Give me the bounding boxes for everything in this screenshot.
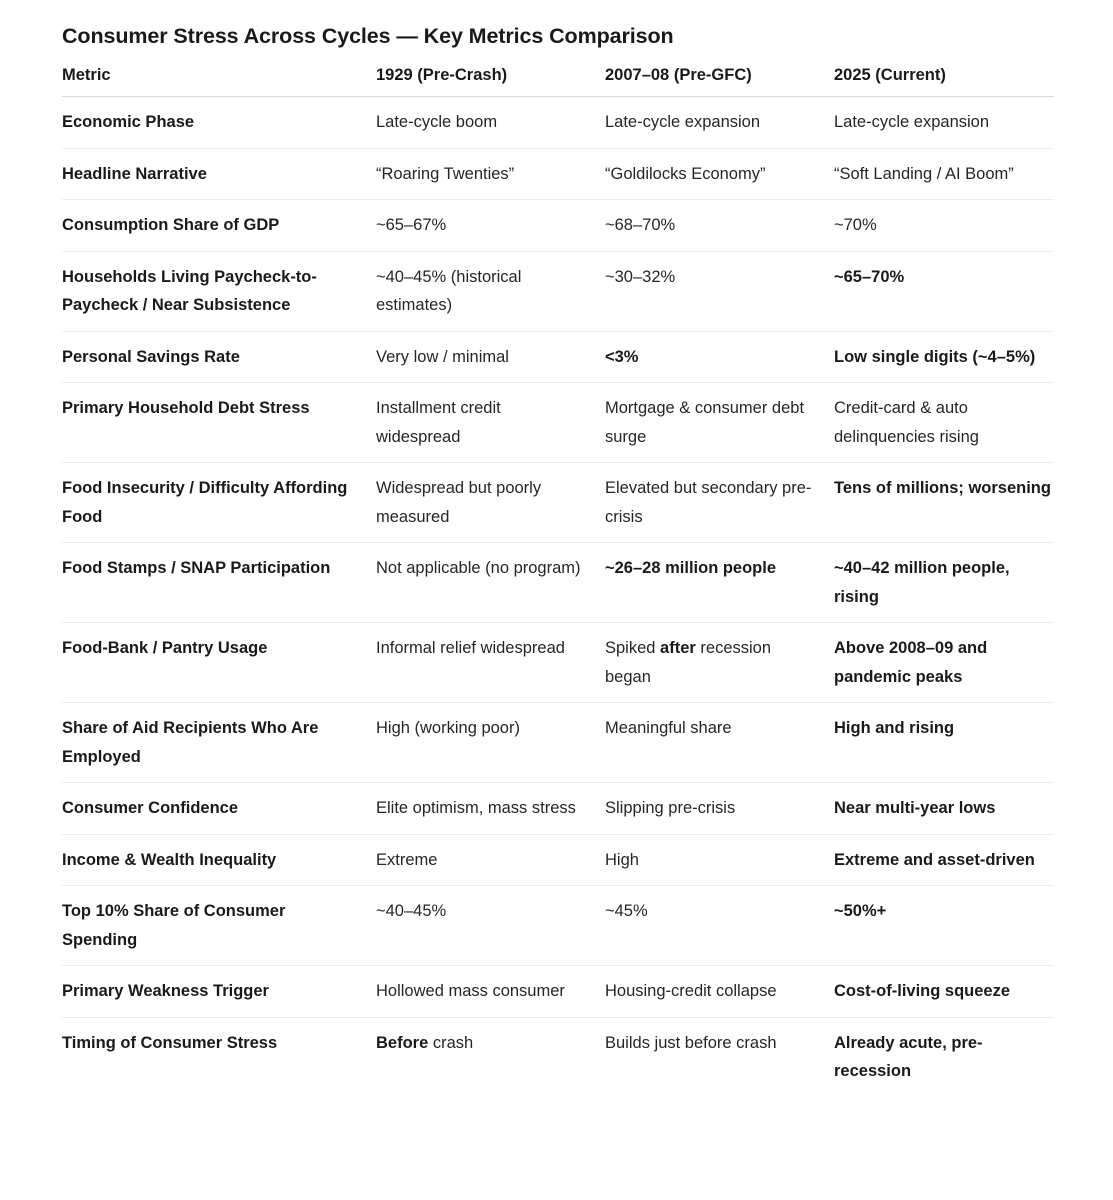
- cell-text-pre: Meaningful share: [605, 719, 732, 737]
- cell-2007-08: [605, 543, 834, 623]
- cell-text-post: crash: [428, 1033, 474, 1052]
- cell-metric: Income & Wealth Inequality: [62, 834, 376, 886]
- cell-2007-08: [605, 783, 834, 835]
- header-metric: Metric: [62, 62, 376, 97]
- cell-text-bold: Tens of millions; worsening: [834, 479, 1051, 497]
- cell-2025: [834, 543, 1054, 623]
- cell-text-pre: ~68–70%: [605, 216, 676, 234]
- cell-1929: [376, 200, 605, 252]
- cell-2025: [834, 148, 1054, 200]
- header-2007-08: 2007–08 (Pre-GFC): [605, 62, 834, 97]
- cell-text-pre: Housing-credit collapse: [605, 982, 777, 1000]
- cell-text-pre: Widespread but poorly measured: [376, 479, 542, 526]
- cell-text-pre: ~65–67%: [376, 216, 447, 234]
- cell-text-bold: Cost-of-living squeeze: [834, 982, 1011, 1000]
- cell-text-bold: High and rising: [834, 719, 955, 737]
- cell-text-pre: Late-cycle expansion: [605, 113, 761, 131]
- cell-2007-08: [605, 1017, 834, 1097]
- cell-2025: [834, 200, 1054, 252]
- cell-text-pre: Installment credit widespread: [376, 399, 501, 446]
- cell-metric: Consumer Confidence: [62, 783, 376, 835]
- cell-metric: Timing of Consumer Stress: [62, 1033, 278, 1052]
- cell-text-pre: Builds just before crash: [605, 1033, 777, 1052]
- cell-text-pre: “Roaring Twenties”: [376, 164, 515, 183]
- header-2025: 2025 (Current): [834, 62, 1054, 97]
- cell-1929: [376, 543, 605, 623]
- cell-text-pre: ~45%: [605, 902, 648, 920]
- comparison-table: [62, 62, 1054, 1097]
- table-row: [62, 703, 1054, 783]
- cell-text-pre: Late-cycle boom: [376, 113, 498, 131]
- page-title: Consumer Stress Across Cycles — Key Metrics Comparison: [62, 24, 674, 48]
- cell-text-pre: Slipping pre-crisis: [605, 799, 736, 817]
- cell-text-bold: ~50%+: [834, 902, 887, 920]
- cell-1929: [376, 383, 605, 463]
- table-row: [62, 251, 1054, 331]
- cell-1929: [376, 463, 605, 543]
- cell-text-pre: Very low / minimal: [376, 347, 509, 366]
- table-row: [62, 1017, 1054, 1097]
- cell-2025: [834, 966, 1054, 1018]
- cell-metric: Primary Weakness Trigger: [62, 966, 376, 1018]
- table-row: [62, 543, 1054, 623]
- cell-metric: Share of Aid Recipients Who Are Employed: [62, 703, 376, 783]
- cell-text-bold: ~40–42 million people, rising: [834, 559, 1010, 606]
- cell-metric: Primary Household Debt Stress: [62, 383, 376, 463]
- cell-text-pre: Elite optimism, mass stress: [376, 799, 576, 817]
- cell-metric: Top 10% Share of Consumer Spending: [62, 886, 376, 966]
- table-row: [62, 331, 1054, 383]
- table-row: [62, 886, 1054, 966]
- cell-text-pre: ~30–32%: [605, 267, 676, 286]
- cell-text-pre: Informal relief widespread: [376, 639, 565, 657]
- cell-text-pre: ~70%: [834, 216, 877, 234]
- cell-text-bold: Above 2008–09 and pandemic peaks: [834, 639, 988, 686]
- cell-metric: Food Insecurity / Difficulty Affording Food: [62, 463, 376, 543]
- cell-1929: [376, 886, 605, 966]
- cell-1929: [376, 834, 605, 886]
- cell-text-pre: High (working poor): [376, 719, 520, 737]
- cell-2025: [834, 703, 1054, 783]
- cell-1929: [376, 966, 605, 1018]
- cell-2007-08: [605, 97, 834, 149]
- cell-text-bold: <3%: [605, 347, 639, 366]
- cell-metric: Personal Savings Rate: [62, 331, 376, 383]
- cell-2007-08: [605, 200, 834, 252]
- cell-text-pre: Credit-card & auto delinquencies rising: [834, 399, 979, 446]
- header-1929: 1929 (Pre-Crash): [376, 62, 605, 97]
- table-row: [62, 783, 1054, 835]
- cell-2007-08: [605, 383, 834, 463]
- cell-2025: [834, 251, 1054, 331]
- cell-1929: [376, 251, 605, 331]
- cell-2007-08: [605, 463, 834, 543]
- cell-1929: [376, 1017, 605, 1097]
- table-row: [62, 97, 1054, 149]
- cell-metric: Households Living Paycheck-to-Paycheck / Near Subsistence: [62, 251, 376, 331]
- cell-2025: [834, 886, 1054, 966]
- cell-2025: [834, 834, 1054, 886]
- cell-text-post: recession began: [605, 639, 772, 686]
- cell-2025: [834, 97, 1054, 149]
- cell-text-pre: ~40–45% (historical estimates): [376, 267, 522, 314]
- cell-metric: Consumption Share of GDP: [62, 200, 376, 252]
- table-row: [62, 383, 1054, 463]
- cell-metric: Food Stamps / SNAP Participation: [62, 543, 376, 623]
- cell-text-pre: ~40–45%: [376, 902, 447, 920]
- cell-text-pre: “Goldilocks Economy”: [605, 164, 766, 183]
- table-header-row: [62, 62, 1054, 97]
- cell-text-bold: ~26–28 million people: [605, 559, 777, 577]
- cell-text-pre: Late-cycle expansion: [834, 113, 990, 131]
- cell-2025: [834, 623, 1054, 703]
- cell-metric: Food-Bank / Pantry Usage: [62, 623, 376, 703]
- cell-1929: [376, 97, 605, 149]
- table-row: [62, 834, 1054, 886]
- table-row: [62, 463, 1054, 543]
- cell-text-pre: “Soft Landing / AI Boom”: [834, 164, 1014, 183]
- cell-1929: [376, 331, 605, 383]
- cell-2025: [834, 383, 1054, 463]
- cell-text-pre: High: [605, 850, 639, 869]
- cell-text-bold: after: [660, 639, 696, 657]
- cell-2025: [834, 463, 1054, 543]
- table-row: [62, 966, 1054, 1018]
- cell-1929: [376, 623, 605, 703]
- cell-text-bold: ~65–70%: [834, 267, 905, 286]
- table-row: [62, 200, 1054, 252]
- cell-2007-08: [605, 148, 834, 200]
- cell-2007-08: [605, 623, 834, 703]
- cell-2007-08: [605, 886, 834, 966]
- cell-text-bold: Already acute, pre-recession: [834, 1033, 983, 1080]
- cell-text-pre: Mortgage & consumer debt surge: [605, 399, 805, 446]
- table-row: [62, 148, 1054, 200]
- cell-metric: Economic Phase: [62, 97, 376, 149]
- cell-text-bold: Low single digits (~4–5%): [834, 347, 1036, 366]
- cell-text-pre: Elevated but secondary pre-crisis: [605, 479, 812, 526]
- cell-text-bold: Extreme and asset-driven: [834, 850, 1035, 869]
- table-row: [62, 623, 1054, 703]
- cell-1929: [376, 703, 605, 783]
- cell-2025: [834, 331, 1054, 383]
- cell-2007-08: [605, 834, 834, 886]
- cell-2025: [834, 1017, 1054, 1097]
- cell-text-pre: Not applicable (no program): [376, 559, 581, 577]
- cell-2007-08: [605, 251, 834, 331]
- cell-text-pre: Hollowed mass consumer: [376, 982, 565, 1000]
- cell-text-bold: Near multi-year lows: [834, 799, 996, 817]
- cell-2007-08: [605, 966, 834, 1018]
- cell-1929: [376, 783, 605, 835]
- cell-2025: [834, 783, 1054, 835]
- cell-1929: [376, 148, 605, 200]
- cell-text-pre: Extreme: [376, 850, 438, 869]
- cell-2007-08: [605, 331, 834, 383]
- table-body: [62, 97, 1054, 1097]
- cell-2007-08: [605, 703, 834, 783]
- cell-metric: Headline Narrative: [62, 148, 376, 200]
- cell-text-pre: Spiked: [605, 639, 661, 657]
- cell-text-bold: Before: [376, 1033, 429, 1052]
